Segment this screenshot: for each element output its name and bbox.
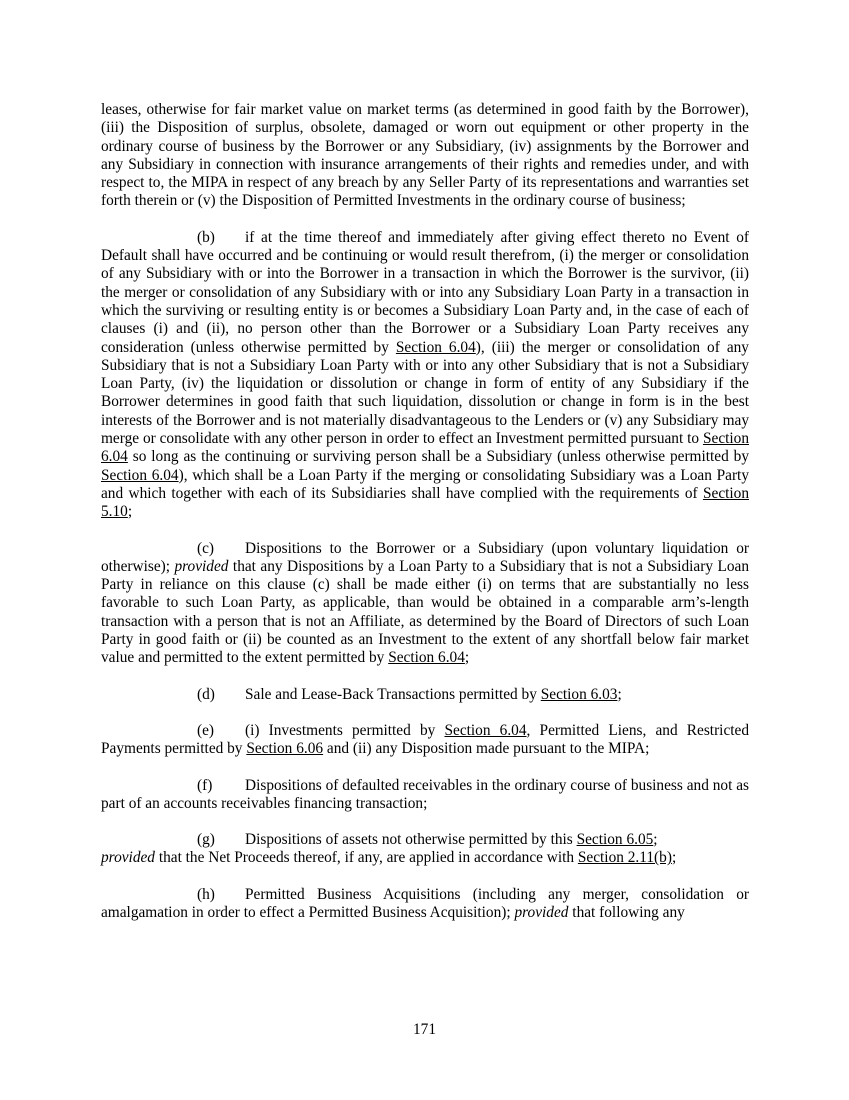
clause-e-text-1: (i) Investments permitted by [245, 721, 445, 739]
section-6-04-ref-1: Section 6.04 [395, 338, 476, 356]
section-2-11-b-ref: Section 2.11(b) [577, 849, 672, 867]
clause-c-provided: provided [174, 557, 229, 575]
clause-b-text-2: ), (iii) the merger or consolidation of any Subsidiary that is not a Subsidiary Loan Party with or into any other Subsidiary that is not a Subsidiary Loan Party, (iv) the liquidation or dissolution or change in form of entity of any Subsidiary if the Borrower determines in good faith that such liquidation, dissolution or change in form is in the best interests of the Borrower and is not materially disadvantageous to the Lenders or (v) any Subsidiary may merge or consolidate with any other person in order to effect an Investment permitted pursuant to [101, 338, 749, 448]
clause-g-text-2: ; [653, 831, 658, 849]
document-page [101, 101, 749, 940]
section-6-03-ref: Section 6.03 [540, 685, 618, 703]
clause-f [101, 777, 749, 814]
clause-h-text-2: that following any [568, 903, 685, 921]
clause-h-label: (h) [197, 885, 215, 903]
clause-b-label: (b) [197, 228, 215, 246]
clause-b-text-5: ; [127, 503, 133, 521]
clause-g-provided: provided [101, 849, 155, 867]
clause-b-text-4: ), which shall be a Loan Party if the merging or consolidating Subsidiary was a Loan Party and which together with each of its Subsidiaries shall have complied with the requirements of [101, 466, 749, 502]
clause-e-label: (e) [197, 721, 215, 739]
clause-e-text-3: and (ii) any Disposition made pursuant to the MIPA; [323, 740, 650, 758]
clause-b-text-1: if at the time thereof and immediately after giving effect thereto no Event of Default shall have occurred and be continuing or would result therefrom, (i) the merger or consolidation of any Subsidiary with or into the Borrower in a transaction in which the Borrower is the survivor, (ii) the merger or consolidation of any Subsidiary with or into any Subsidiary Loan Party in a transaction in which the surviving or resulting entity is or becomes a Subsidiary Loan Party and, in the case of each of clauses (i) and (ii), no person other than the Borrower or a Subsidiary Loan Party receives any consideration (unless otherwise permitted by [101, 228, 749, 356]
clause-d [101, 686, 749, 704]
clause-c-text-1: Dispositions to the Borrower or a Subsidiary (upon voluntary liquidation or otherwise); [101, 539, 749, 575]
clause-e-section-6-04-ref: Section 6.04 [444, 721, 527, 739]
clause-c-label: (c) [197, 539, 215, 557]
clause-c-text-2: that any Dispositions by a Loan Party to a Subsidiary that is not a Subsidiary Loan Party in reliance on this clause (c) shall be made either (i) on terms that are substantially no less favorable to such Loan Party, as applicable, than would be obtained in a comparable arm’s-length transaction with a person that is not an Affiliate, as determined by the Board of Directors of such Loan Party in good faith or (ii) be counted as an Investment to the extent of any shortfall below fair market value and permitted to the extent permitted by [101, 557, 749, 667]
clause-c-section-6-04-ref: Section 6.04 [388, 649, 465, 667]
clause-b-text-3: so long as the continuing or surviving person shall be a Subsidiary (unless otherwise permitted by [127, 448, 749, 466]
clause-f-label: (f) [197, 776, 213, 794]
section-6-06-ref: Section 6.06 [246, 740, 324, 758]
section-5-10-ref: Section 5.10 [101, 484, 749, 521]
clause-c-text-3: ; [464, 649, 470, 667]
clause-g-label: (g) [197, 831, 215, 849]
clause-f-text-1: Dispositions of defaulted receivables in the ordinary course of business and not as part of an accounts receivables financing transaction; [101, 776, 749, 812]
clause-b [101, 229, 749, 522]
section-6-04-ref-3: Section 6.04 [101, 466, 179, 484]
clause-g-text-4: ; [671, 849, 677, 867]
clause-c [101, 540, 749, 668]
clause-e [101, 722, 749, 759]
clause-g [101, 831, 749, 868]
clause-d-text-1: Sale and Lease-Back Transactions permitted by [245, 685, 541, 703]
clause-h-text-1: Permitted Business Acquisitions (including any merger, consolidation or amalgamation in order to effect a Permitted Business Acquisition); [101, 885, 749, 921]
clause-g-text-1: Dispositions of assets not otherwise permitted by this [245, 831, 577, 849]
page-number: 171 [412, 1021, 436, 1038]
clause-e-text-2: , Permitted Liens, and Restricted Payments permitted by [101, 721, 750, 758]
section-6-05-ref: Section 6.05 [576, 831, 654, 849]
clause-h-provided: provided [514, 903, 569, 921]
intro-text: leases, otherwise for fair market value on market terms (as determined in good faith by the Borrower), (iii) the Disposition of surplus, obsolete, damaged or worn out equipment or other property in the ordinary course of business by the Borrower or any Subsidiary, (iv) assignments by the Borrower and any Subsidiary in connection with insurance arrangements of their rights and remedies under, and with respect to, the MIPA in respect of any breach by any Seller Party of its representations and warranties set forth therein or (v) the Disposition of Permitted Investments in the ordinary course of business; [101, 101, 749, 210]
intro-paragraph [101, 101, 749, 211]
clause-d-label: (d) [197, 685, 215, 703]
clause-d-text-2: ; [617, 685, 622, 703]
clause-g-text-3: that the Net Proceeds thereof, if any, are applied in accordance with [154, 849, 578, 867]
section-6-04-ref-2: Section 6.04 [101, 430, 749, 466]
clause-h [101, 886, 749, 923]
